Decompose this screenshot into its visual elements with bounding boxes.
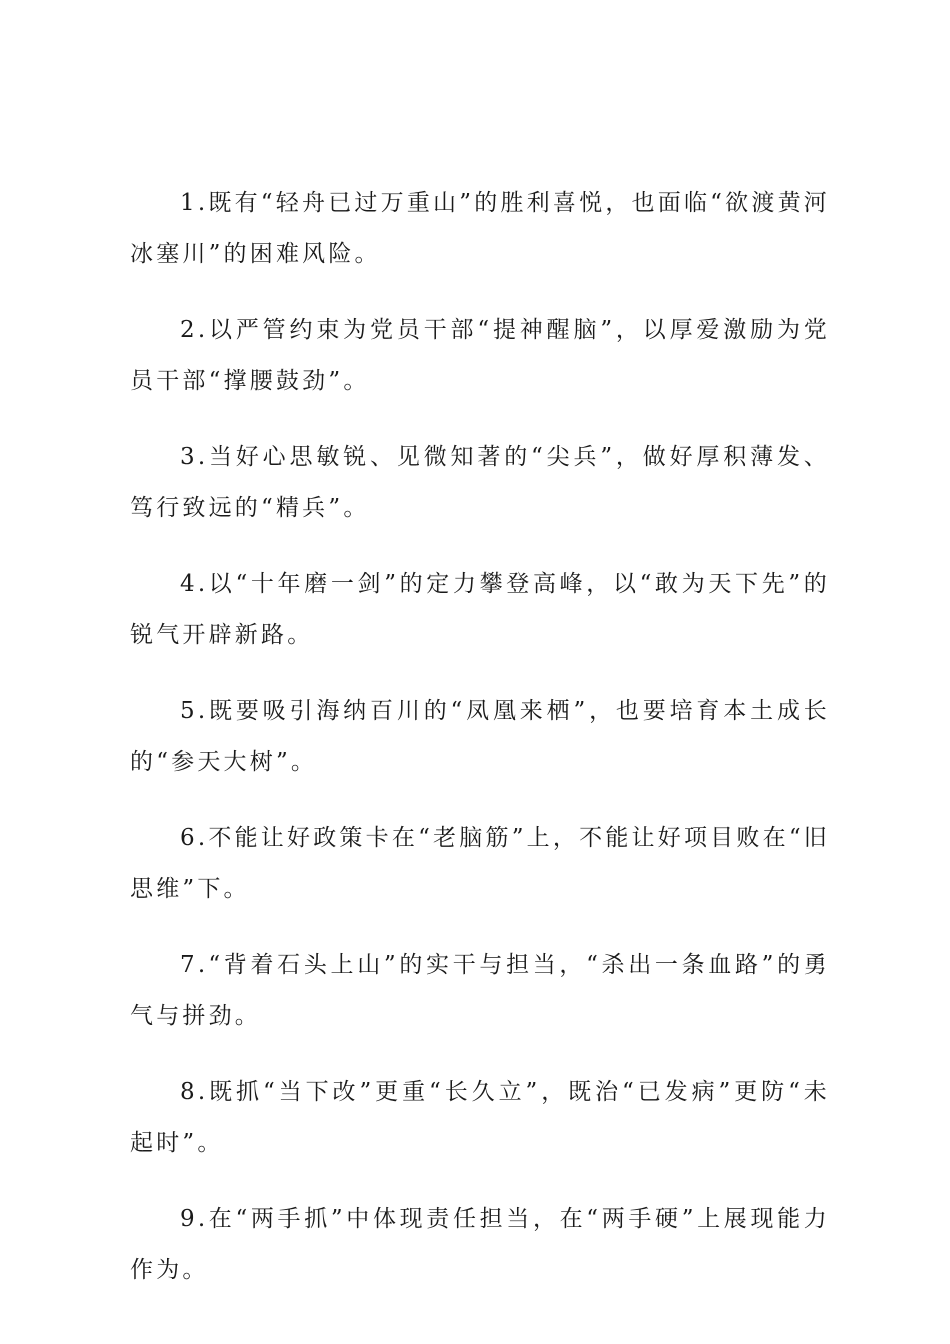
paragraph-1: 1.既有“轻舟已过万重山”的胜利喜悦，也面临“欲渡黄河冰塞川”的困难风险。 <box>130 190 830 267</box>
document-body <box>130 178 830 1321</box>
paragraph-6: 6.不能让好政策卡在“老脑筋”上，不能让好项目败在“旧思维”下。 <box>130 825 830 902</box>
paragraph-8: 8.既抓“当下改”更重“长久立”，既治“已发病”更防“未起时”。 <box>130 1079 830 1156</box>
paragraph-5: 5.既要吸引海纳百川的“凤凰来栖”，也要培育本土成长的“参天大树”。 <box>130 698 830 775</box>
paragraph-7: 7.“背着石头上山”的实干与担当，“杀出一条血路”的勇气与拼劲。 <box>130 952 830 1029</box>
paragraph-4: 4.以“十年磨一剑”的定力攀登高峰，以“敢为天下先”的锐气开辟新路。 <box>130 571 830 648</box>
paragraph-9: 9.在“两手抓”中体现责任担当，在“两手硬”上展现能力作为。 <box>130 1206 830 1283</box>
paragraph-2: 2.以严管约束为党员干部“提神醒脑”，以厚爱激励为党员干部“撑腰鼓劲”。 <box>130 317 830 394</box>
paragraph-3: 3.当好心思敏锐、见微知著的“尖兵”，做好厚积薄发、笃行致远的“精兵”。 <box>130 444 830 521</box>
